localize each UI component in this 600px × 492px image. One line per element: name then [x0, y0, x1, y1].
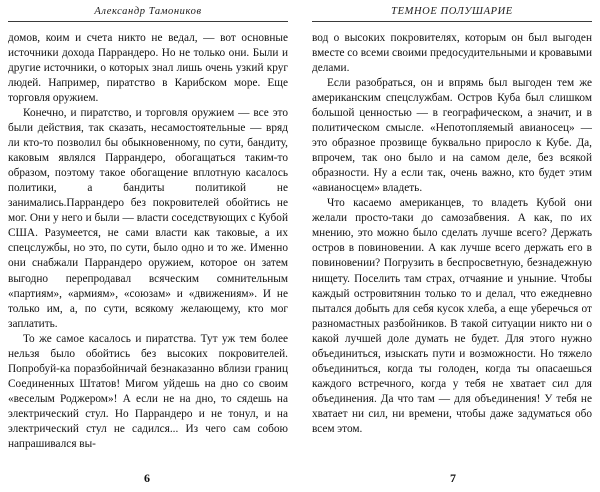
right-page-running-head: ТЕМНОЕ ПОЛУШАРИЕ [391, 6, 513, 17]
left-page-text-column [8, 31, 288, 468]
right-page-text-column [312, 31, 592, 468]
right-page-number: 7 [450, 471, 456, 485]
right-page-header-rule [312, 21, 592, 22]
left-page-running-head: Александр Тамоников [94, 6, 202, 17]
left-page-number: 6 [144, 471, 150, 485]
paragraph: вод о высоких покровителях, которым он был выгоден вместе со всеми своими предосудительными и кровавыми делами. [312, 32, 592, 75]
paragraph: Если разобраться, он и впрямь был выгоден тем же американским спецслужбам. Остров Куба был слишком большой ценностью — в географическом, а значит, и в политическом смысле. «Непотопляемый авианосец» — это образное прозвище буквально приросло к Кубе. Да, впрочем, так оно было и на самом деле, без всякой образности. Ну а если так, очень важно, кто будет этим «авианосцем» владеть. [312, 77, 592, 195]
paragraph: домов, коим и счета никто не ведал, — вот основные источники дохода Паррандеро. Но не только они. Были и другие источники, о которых знал лишь очень узкий круг людей. Например, пиратство в Карибском море. Еще торговля оружием. [8, 32, 288, 105]
left-page-header-rule [8, 21, 288, 22]
paragraph: То же самое касалось и пиратства. Тут уж тем более нельзя было обойтись без высоких покровителей. Попробуй-ка поразбойничай безнаказанно вблизи границ Соединенных Штатов! Мигом уйдешь на дно со своим «веселым Роджером»! А если не на дно, то сядешь на электрический стул. Но Паррандеро и не тонул, и на электрический стул не садился... Из чего сам собою напрашивался вы- [8, 332, 288, 450]
paragraph: Что касаемо американцев, то владеть Кубой они желали просто-таки до самозабвения. А как, по их мнению, это можно было сделать лучше всего? Держать остров в повиновении. А как лучше всего держать его в повиновении? Погрузить в беспросветную, безнадежную нищету. Поселить там страх, отчаяние и уныние. Чтобы каждый островитянин только то и делал, что ежедневно пытался добыть для себя кусок хлеба, а еще уберечься от разномастных разбойников. В такой ситуации никто ни о какой лучшей доле думать не будет. Для этого нужно объединиться, изыскать пути и возможности. Но тяжело объединиться, когда ты голоден, когда ты опасаешься каждого встречного, когда у тебя не хватает сил для объединения. Да что там — для объединения! У тебя не хватает ни сил, ни времени, чтобы даже задуматься обо всем этом. [312, 197, 592, 435]
right-page [300, 0, 600, 492]
paragraph: Конечно, и пиратство, и торговля оружием — все это были действия, так сказать, несамостоятельные — вряд ли кто-то позволил бы обыкновенному, по сути, бандиту, каковым являлся Паррандеро, обогащаться таким-то образом, поэтому такое обогащение вплотную касалось политики, а бандиты политикой не занимались.Паррандеро без покровителей обойтись не мог. Они у него и были — власти соседствующих с Кубой США. Разумеется, не сами власти как таковые, а их спецслужбы, но это, по сути, было одно и то же. Именно они снабжали Паррандеро оружием, которое он затем выгодно перепродавал всяческим сомнительным «партиям», «армиям», «союзам» и «движениям». И не только им, а, по сути, всякому желающему, кто мог заплатить. [8, 107, 288, 330]
